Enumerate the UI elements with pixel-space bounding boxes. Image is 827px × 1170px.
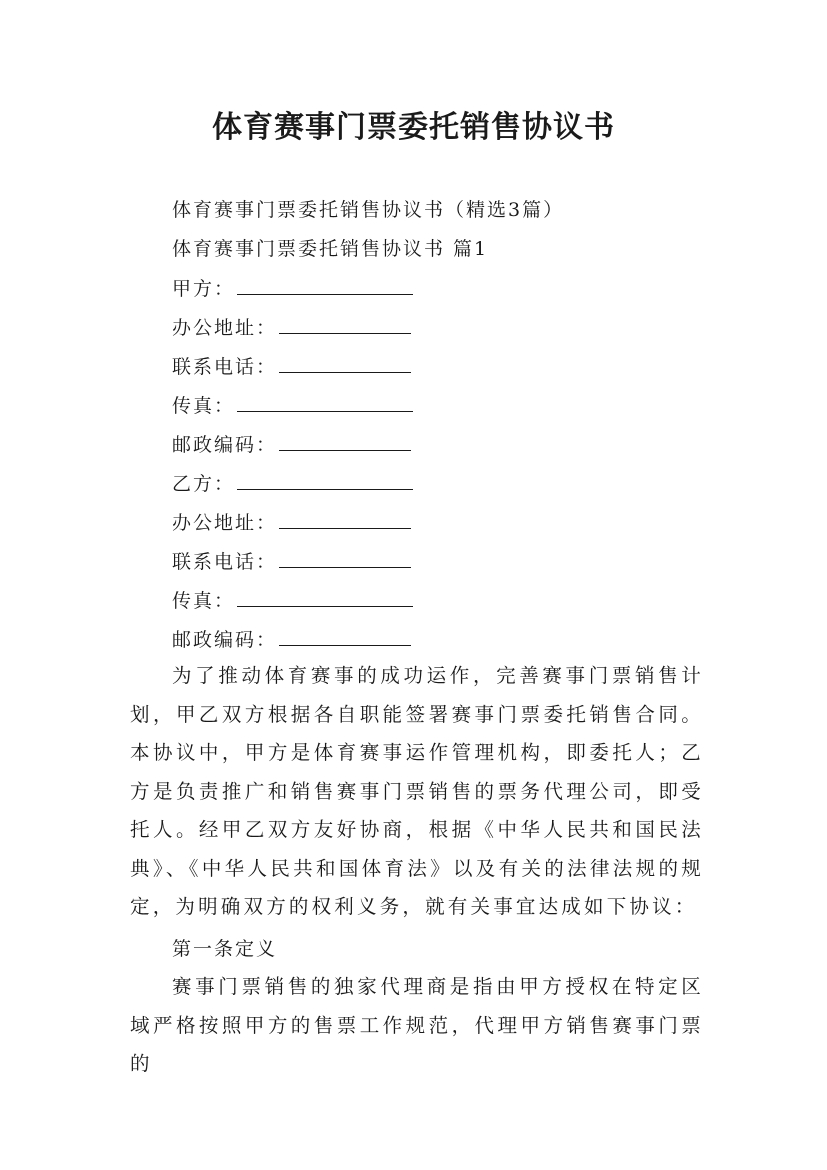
party-a-postcode-label: 邮政编码：	[172, 434, 278, 456]
party-a-name-field	[172, 276, 413, 301]
party-b-phone-blank	[279, 549, 411, 568]
party-b-name-field	[172, 471, 413, 496]
party-b-address-field	[172, 510, 411, 535]
document-subtitle: 体育赛事门票委托销售协议书（精选3篇）	[172, 199, 565, 221]
party-a-fax-label: 传真：	[172, 395, 236, 417]
article-1-body: 赛事门票销售的独家代理商是指由甲方授权在特定区域严格按照甲方的售票工作规范，代理甲方销售赛事门票的	[130, 975, 704, 1075]
party-b-fax-label: 传真：	[172, 590, 236, 612]
party-b-phone-label: 联系电话：	[172, 551, 278, 573]
party-a-address-blank	[279, 315, 411, 334]
party-a-name-label: 甲方：	[172, 278, 236, 300]
party-b-postcode-field	[172, 627, 411, 652]
party-a-phone-label: 联系电话：	[172, 356, 278, 378]
party-b-address-label: 办公地址：	[172, 512, 278, 534]
article-1-title: 第一条定义	[172, 938, 278, 960]
party-b-fax-field	[172, 588, 413, 613]
party-a-postcode-field	[172, 432, 411, 457]
party-a-address-field	[172, 315, 411, 340]
party-b-name-label: 乙方：	[172, 473, 236, 495]
intro-paragraph: 为了推动体育赛事的成功运作，完善赛事门票销售计划，甲乙双方根据各自职能签署赛事门票委托销售合同。本协议中，甲方是体育赛事运作管理机构，即委托人；乙方是负责推广和销售赛事门票销售的票务代理公司，即受托人。经甲乙双方友好协商，根据《中华人民共和国民法典》、《中华人民共和国体育法》以及有关的法律法规的规定，为明确双方的权利义务，就有关事宜达成如下协议：	[130, 664, 704, 918]
party-b-address-blank	[279, 510, 411, 529]
party-a-phone-blank	[279, 354, 411, 373]
party-b-postcode-blank	[279, 627, 411, 646]
party-b-fax-blank	[237, 588, 413, 607]
party-a-postcode-blank	[279, 432, 411, 451]
party-a-fax-field	[172, 393, 413, 418]
section-heading: 体育赛事门票委托销售协议书 篇1	[172, 238, 489, 260]
party-b-phone-field	[172, 549, 411, 574]
party-a-name-blank	[237, 276, 413, 295]
party-a-fax-blank	[237, 393, 413, 412]
party-a-address-label: 办公地址：	[172, 317, 278, 339]
party-a-phone-field	[172, 354, 411, 379]
document-title: 体育赛事门票委托销售协议书	[212, 110, 615, 145]
party-b-name-blank	[237, 471, 413, 490]
party-b-postcode-label: 邮政编码：	[172, 629, 278, 651]
